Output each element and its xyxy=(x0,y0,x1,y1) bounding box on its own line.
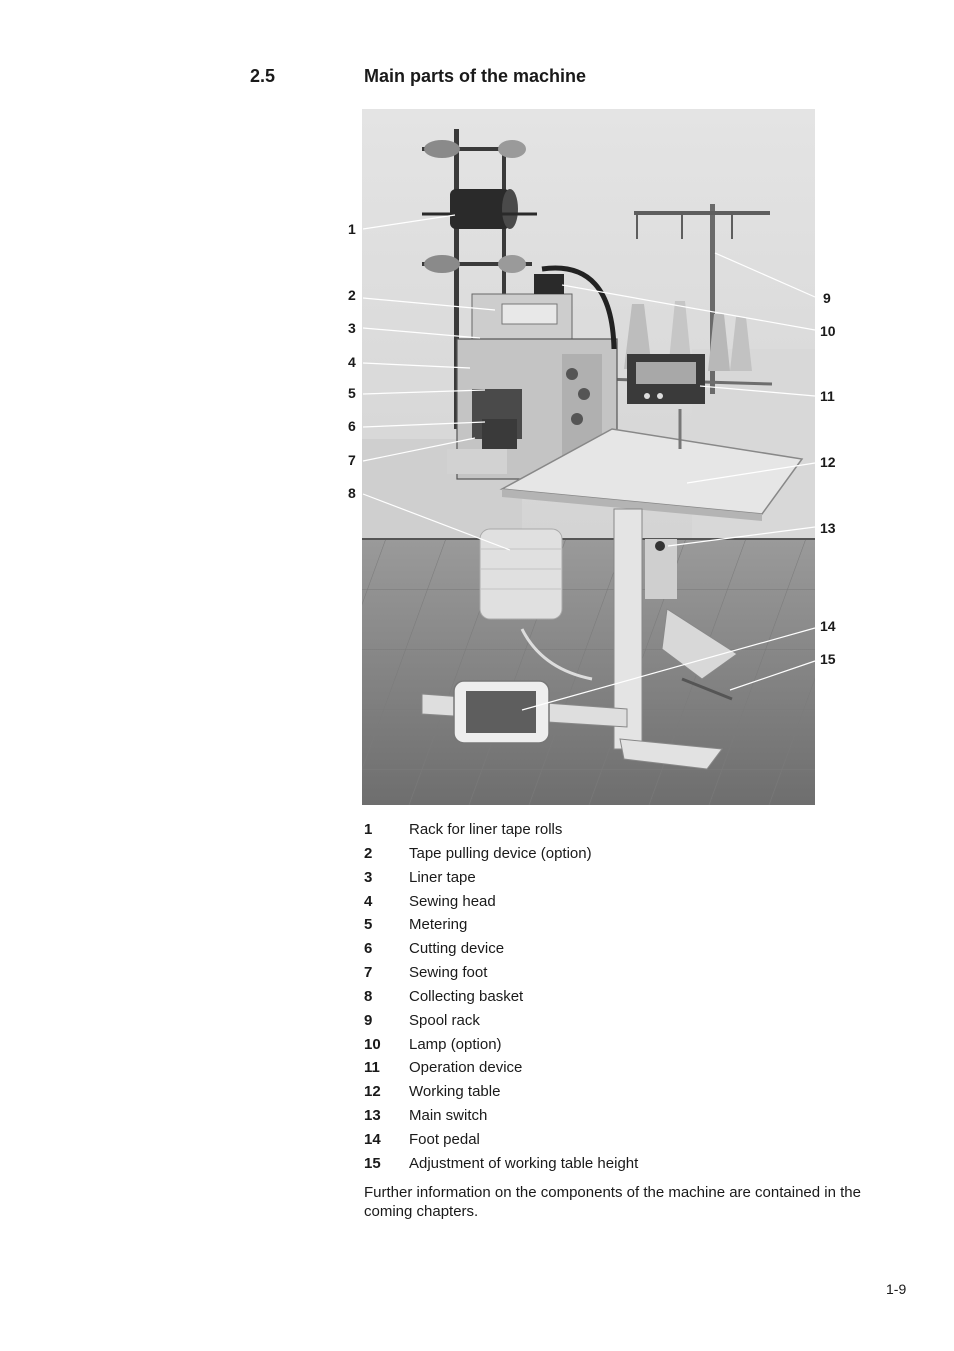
part-label: Lamp (option) xyxy=(409,1035,502,1053)
callout-9: 9 xyxy=(823,290,831,306)
part-number: 12 xyxy=(364,1083,381,1101)
part-number: 6 xyxy=(364,940,373,958)
part-label: Working table xyxy=(409,1083,501,1101)
callout-15: 15 xyxy=(820,651,836,667)
section-number: 2.5 xyxy=(250,66,276,86)
part-number: 1 xyxy=(364,821,373,838)
section-title: Main parts of the machine xyxy=(364,66,587,86)
part-label: Foot pedal xyxy=(409,1130,480,1148)
part-label: Sewing head xyxy=(409,892,496,910)
list-item xyxy=(364,1130,904,1154)
parts-list xyxy=(364,820,904,1178)
part-number: 5 xyxy=(364,916,373,934)
callout-12: 12 xyxy=(820,454,836,470)
callout-1: 1 xyxy=(348,221,356,237)
part-label: Sewing foot xyxy=(409,964,488,982)
part-number: 14 xyxy=(364,1130,381,1148)
list-item xyxy=(364,844,904,868)
part-label: Main switch xyxy=(409,1107,488,1125)
machine-photo xyxy=(362,109,815,805)
page-number: 1-9 xyxy=(886,1281,907,1297)
part-number: 9 xyxy=(364,1011,373,1029)
part-label: Tape pulling device (option) xyxy=(409,844,592,862)
callout-3: 3 xyxy=(348,320,356,336)
part-label: Metering xyxy=(409,916,468,934)
part-number: 13 xyxy=(364,1107,381,1125)
part-number: 2 xyxy=(364,844,373,862)
callout-2: 2 xyxy=(348,287,356,303)
part-label: Cutting device xyxy=(409,940,505,958)
list-item xyxy=(364,868,904,892)
list-item xyxy=(364,1035,904,1059)
callout-7: 7 xyxy=(348,452,356,468)
list-item xyxy=(364,963,904,987)
list-item xyxy=(364,892,904,916)
list-item xyxy=(364,1154,904,1178)
list-item xyxy=(364,1058,904,1082)
callout-5: 5 xyxy=(348,385,356,401)
callout-14: 14 xyxy=(820,618,836,634)
part-number: 15 xyxy=(364,1154,381,1172)
part-number: 3 xyxy=(364,868,373,886)
part-label: Liner tape xyxy=(409,868,476,886)
callout-4: 4 xyxy=(348,354,356,370)
list-item xyxy=(364,1106,904,1130)
part-label: Collecting basket xyxy=(409,987,524,1005)
list-item xyxy=(364,987,904,1011)
footnote-text: Further information on the components of the machine are contained in the coming chapters. xyxy=(364,1184,861,1220)
list-item xyxy=(364,939,904,963)
callout-10: 10 xyxy=(820,323,836,339)
part-number: 4 xyxy=(364,892,373,910)
part-number: 7 xyxy=(364,964,373,982)
list-item xyxy=(364,1082,904,1106)
list-item xyxy=(364,1011,904,1035)
part-number: 11 xyxy=(364,1059,380,1077)
part-label: Operation device xyxy=(409,1059,523,1077)
callout-6: 6 xyxy=(348,418,356,434)
part-label: Rack for liner tape rolls xyxy=(409,821,563,838)
callout-8: 8 xyxy=(348,485,356,501)
part-label: Spool rack xyxy=(409,1011,480,1029)
part-number: 8 xyxy=(364,987,373,1005)
callout-13: 13 xyxy=(820,520,836,536)
part-number: 10 xyxy=(364,1035,381,1053)
part-label: Adjustment of working table height xyxy=(409,1154,639,1172)
list-item xyxy=(364,820,904,844)
callout-11: 11 xyxy=(820,388,835,404)
list-item xyxy=(364,915,904,939)
